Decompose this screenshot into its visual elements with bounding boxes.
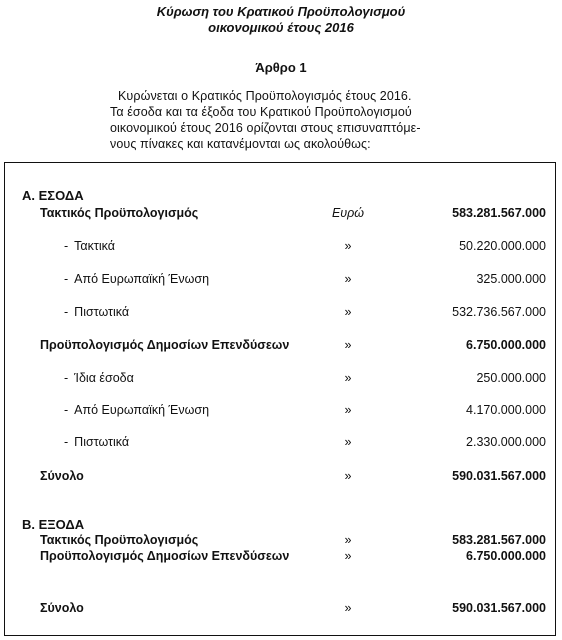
total-amount: 590.031.567.000	[452, 601, 546, 615]
table-row	[0, 238, 562, 254]
table-row	[0, 434, 562, 450]
ditto-mark: »	[344, 533, 352, 547]
currency-label: Ευρώ	[331, 206, 365, 220]
ditto-mark: »	[344, 435, 352, 449]
table-row	[0, 304, 562, 320]
ditto-mark: »	[344, 601, 352, 615]
row-dash: -	[64, 305, 69, 319]
row-amount: 583.281.567.000	[452, 206, 546, 220]
total-row	[0, 600, 562, 616]
ditto-mark: »	[344, 469, 352, 483]
row-amount: 6.750.000.000	[466, 549, 546, 563]
row-dash: -	[64, 239, 69, 253]
revenue-heading-row	[0, 188, 562, 204]
revenue-heading: Α. ΕΣΟΔΑ	[22, 188, 84, 203]
budget-table-frame	[4, 162, 556, 636]
ditto-mark: »	[344, 371, 352, 385]
row-label: Προϋπολογισμός Δημοσίων Επενδύσεων	[40, 549, 290, 563]
row-label: Πιστωτικά	[74, 435, 130, 449]
intro-line: οικονομικού έτους 2016 ορίζονται στους επισυναπτόμε-	[110, 121, 421, 135]
row-dash: -	[64, 371, 69, 385]
row-label: Ίδια έσοδα	[74, 371, 134, 385]
intro-line: Τα έσοδα και τα έξοδα του Κρατικού Προϋπολογισμού	[110, 105, 412, 119]
row-amount: 250.000.000	[476, 371, 546, 385]
article-heading: Άρθρο 1	[255, 60, 307, 75]
row-label: Τακτικός Προϋπολογισμός	[40, 206, 199, 220]
row-amount: 6.750.000.000	[466, 338, 546, 352]
row-dash: -	[64, 403, 69, 417]
row-amount: 4.170.000.000	[466, 403, 546, 417]
ditto-mark: »	[344, 305, 352, 319]
row-amount: 583.281.567.000	[452, 533, 546, 547]
row-dash: -	[64, 435, 69, 449]
row-label: Από Ευρωπαϊκή Ένωση	[74, 403, 210, 417]
ditto-mark: »	[344, 338, 352, 352]
total-row	[0, 468, 562, 484]
total-amount: 590.031.567.000	[452, 469, 546, 483]
row-label: Προϋπολογισμός Δημοσίων Επενδύσεων	[40, 338, 290, 352]
intro-line: Κυρώνεται ο Κρατικός Προϋπολογισμός έτους 2016.	[118, 89, 412, 103]
row-label: Τακτικά	[74, 239, 115, 253]
table-row	[0, 532, 562, 548]
table-row	[0, 402, 562, 418]
table-row	[0, 271, 562, 287]
row-amount: 532.736.567.000	[452, 305, 546, 319]
table-row	[0, 205, 562, 221]
expenses-heading-row	[0, 517, 562, 533]
document-title-line-1: Κύρωση του Κρατικού Προϋπολογισμού	[156, 4, 406, 19]
row-label: Από Ευρωπαϊκή Ένωση	[74, 272, 210, 286]
document-title-line-2: οικονομικού έτους 2016	[208, 20, 354, 35]
ditto-mark: »	[344, 403, 352, 417]
row-amount: 2.330.000.000	[466, 435, 546, 449]
ditto-mark: »	[344, 239, 352, 253]
total-label: Σύνολο	[40, 469, 84, 483]
expenses-heading: Β. ΕΞΟΔΑ	[22, 517, 85, 532]
row-label: Πιστωτικά	[74, 305, 130, 319]
ditto-mark: »	[344, 549, 352, 563]
row-amount: 50.220.000.000	[459, 239, 546, 253]
table-row	[0, 548, 562, 564]
table-row	[0, 337, 562, 353]
row-label: Τακτικός Προϋπολογισμός	[40, 533, 199, 547]
ditto-mark: »	[344, 272, 352, 286]
intro-line: νους πίνακες και κατανέμονται ως ακολούθως:	[110, 137, 371, 151]
row-amount: 325.000.000	[476, 272, 546, 286]
total-label: Σύνολο	[40, 601, 84, 615]
table-row	[0, 370, 562, 386]
row-dash: -	[64, 272, 69, 286]
